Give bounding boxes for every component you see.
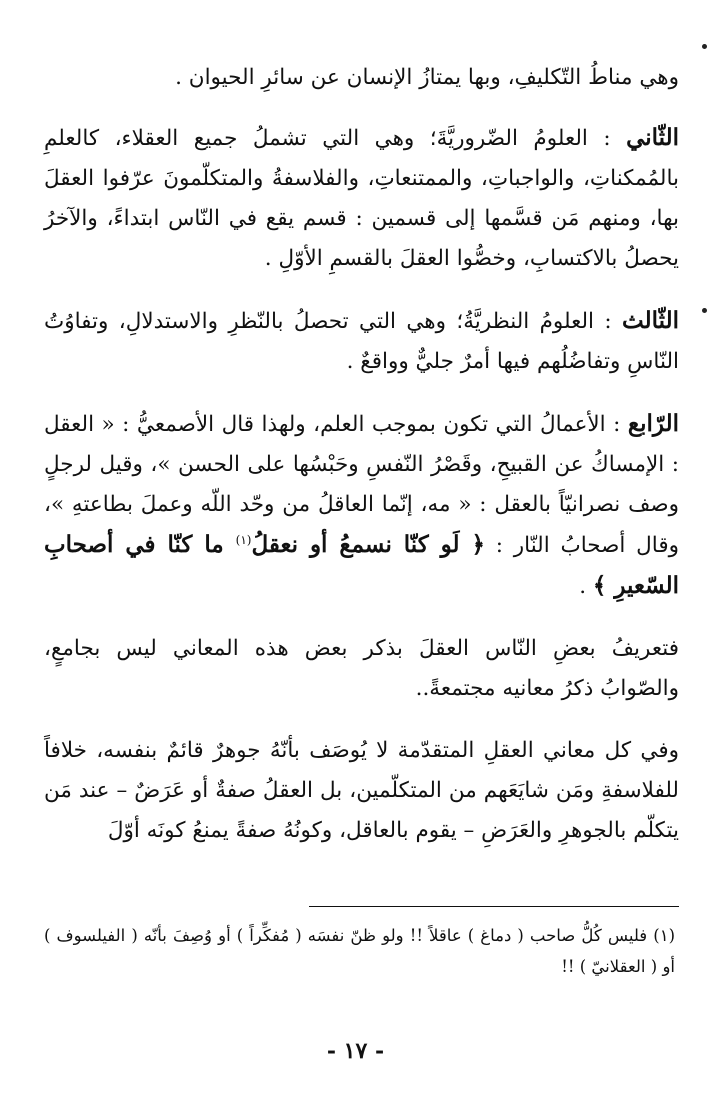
paragraph-3-text: : العلومُ النظريَّةُ؛ وهي التي تحصلُ بالنّظرِ والاستدلالِ، وتفاوُتُ النّاسِ وتفاضُلُهم فيها أمرٌ جليٌّ وواقعٌ . [44,309,679,374]
paragraph-5-text: فتعريفُ بعضِ النّاس العقلَ بذكر بعض هذه المعاني ليس بجامعٍ، والصّوابُ ذكرُ معانيه مجتمعةً.. [44,636,679,701]
quran-verse: ﴿ لَو كنّا نسمعُ أو نعقلُ [251,531,485,558]
paragraph-6 [44,731,679,851]
footnote-divider [309,906,679,907]
paragraph-2 [44,118,679,279]
scan-edge-mark-top [702,44,707,49]
main-text [44,58,679,873]
paragraph-4 [44,404,679,607]
term-third: الثّالث [622,307,679,334]
paragraph-4-text-a: : الأعمالُ التي تكون بموجب العلم، ولهذا قال الأصمعيُّ : « العقل : الإمساكُ عن القبيحِ، وقَصْرُ النّفسِ وحَبْسُها على الحسن »، وقيل لرجلٍ وصف نصرانيّاً بالعقل : « مه، إنّما العاقلُ من وحّد اللّه وعملَ بطاعتهِ »، وقال أصحابُ النّار : [44,412,679,558]
term-fourth: الرّابع [627,410,679,437]
paragraph-1 [44,58,679,98]
paragraph-3 [44,301,679,382]
paragraph-6-text: وفي كل معاني العقلِ المتقدّمة لا يُوصَف بأنّهُ جوهرٌ قائمٌ بنفسه، خلافاً للفلاسفةِ ومَن شايَعَهم من المتكلّمين، بل العقلُ صفةٌ أو عَرَضٌ – عند مَن يتكلّم بالجوهرِ والعَرَضِ – يقوم بالعاقل، وكونُهُ صفةً يمنعُ كونَه أوّلَ [44,738,679,843]
page-number: - ١٧ - [326,1038,385,1064]
paragraph-4-text-b: . [579,574,593,599]
paragraph-2-text: : العلومُ الضّروريَّةَ؛ وهي التي تشملُ جميع العقلاء، كالعلمِ بالمُمكناتِ، والواجباتِ، والممتنعاتِ، والفلاسفةُ والمتكلّمونَ عرّفوا العقلَ بها، ومنهم مَن قسَّمها إلى قسمين : قسم يقع في النّاس ابتداءً، والآخرُ يحصلُ بالاكتسابِ، وخصُّوا العقلَ بالقسمِ الأوّلِ . [44,126,679,271]
scan-edge-mark-middle [702,308,707,313]
paragraph-1-text: وهي مناطُ التّكليفِ، وبها يمتازُ الإنسان عن سائرِ الحيوان . [175,65,679,90]
footnote-marker: (١) [235,532,252,547]
footnote-1: (١) فليس كُلُّ صاحب ( دماغ ) عاقلاً !! ولو ظنّ نفسَه ( مُفكِّراً ) أو وُصِفَ بأنّه ( الفيلسوف ) أو ( العقلانيّ ) !! [44,926,675,976]
paragraph-5 [44,629,679,709]
footnotes [44,920,675,982]
quran-verse-end: ما كنّا في أصحابِ السّعيرِ ﴾ [44,531,679,599]
term-second: الثّاني [626,124,679,151]
